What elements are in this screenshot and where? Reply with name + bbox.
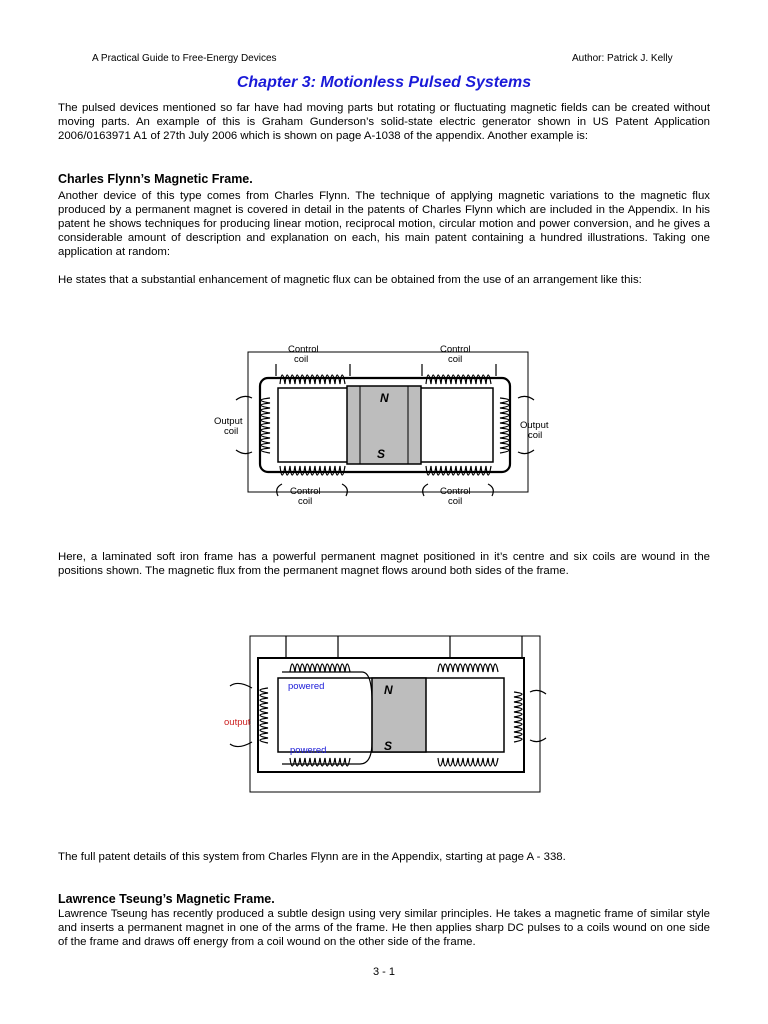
label-coil-tl: coil [294,354,309,365]
label-output-left: Output [214,416,243,427]
tseung-paragraph-1: Lawrence Tseung has recently produced a subtle design using very similar principles. He takes a magnetic frame of similar style and inserts a permanent magnet in one of the arms of the frame. He then applies sharp DC pulses to a coils wound on one side of the frame and draws off energy from a coil wound on the other side of the frame. [58,908,710,948]
label-coil-tr: coil [448,354,463,365]
section-heading-flynn: Charles Flynn’s Magnetic Frame. [58,172,253,186]
north-pole-label: N [384,683,393,697]
label-control-br: Control [440,486,471,497]
flynn-paragraph-1: Another device of this type comes from Charles Flynn. The technique of applying magnetic variations to the magnetic flux produced by a permanent magnet is covered in detail in the patents of Charles Flynn which are included in the Appendix. In his patent he shows techniques for producing linear motion, reciprocal motion, circular motion and power conversion, and he gives a considerable amount of description and explanation on each, his main patent containing a hundred illustrations. Taking one application at random: [58,190,710,258]
label-output-right: Output [520,420,549,431]
chapter-title: Chapter 3: Motionless Pulsed Systems [236,74,532,91]
label-powered-bottom: powered [290,745,327,756]
south-pole-label: S [377,447,386,461]
label-control-tr: Control [440,344,471,355]
permanent-magnet [372,678,426,752]
south-pole-label: S [384,739,393,753]
header-book-title: A Practical Guide to Free-Energy Devices [92,53,277,64]
label-control-tl: Control [288,344,319,355]
flynn-paragraph-3: Here, a laminated soft iron frame has a powerful permanent magnet positioned in it’s centre and six coils are wound in the positions shown. The magnetic flux from the permanent magnet flows around both sides of the frame. [58,551,710,577]
label-coil-right: coil [528,430,543,441]
label-coil-bl: coil [298,496,313,507]
intro-paragraph: The pulsed devices mentioned so far have had moving parts but rotating or fluctuating magnetic fields can be created without moving parts. An example of this is Graham Gunderson’s solid-state electric generator shown in US Patent Application 2006/0163971 A1 of 27th July 2006 which is shown on page A-1038 of the appendix. Another example is: [58,102,710,142]
flynn-magnetic-frame-diagram [210,340,560,508]
north-pole-label: N [380,391,389,405]
label-control-bl: Control [290,486,321,497]
label-powered-top: powered [288,681,325,692]
flynn-paragraph-4: The full patent details of this system from Charles Flynn are in the Appendix, starting at page A - 338. [58,851,566,863]
header-author: Author: Patrick J. Kelly [572,53,673,64]
section-heading-tseung: Lawrence Tseung’s Magnetic Frame. [58,892,275,906]
flynn-paragraph-2: He states that a substantial enhancement of magnetic flux can be obtained from the use of an arrangement like this: [58,274,642,286]
label-output: output [224,717,251,728]
flynn-powered-frame-diagram [222,632,554,796]
page-number: 3 - 1 [372,966,395,978]
label-coil-br: coil [448,496,463,507]
label-coil-left: coil [224,426,239,437]
